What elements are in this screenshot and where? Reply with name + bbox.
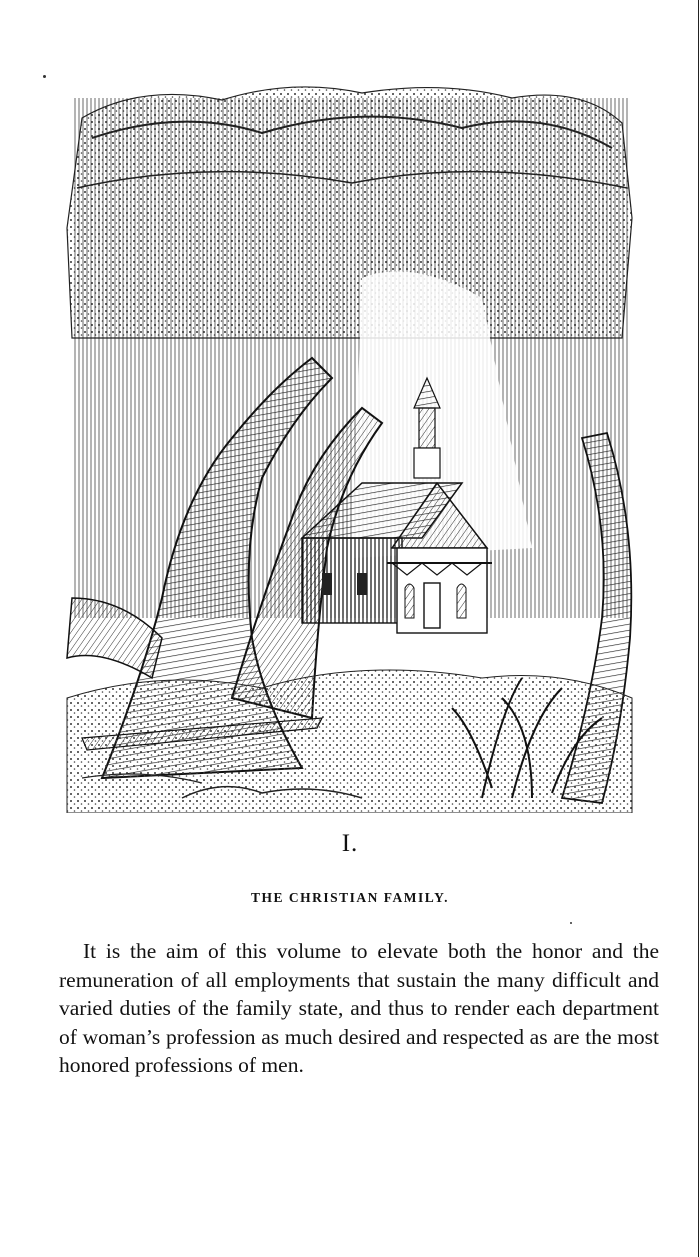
chapter-number: I. <box>341 830 359 857</box>
frontispiece-engraving <box>62 78 638 813</box>
page-speck <box>570 922 572 924</box>
engraving-svg <box>62 78 638 813</box>
page-edge <box>698 0 699 1257</box>
chapter-title: THE CHRISTIAN FAMILY. <box>251 890 449 905</box>
body-paragraph: It is the aim of this volume to elevate both the honor and the remuneration of all employments that sustain the many difficult and varied duties of the family state, and thus to render each department of woman’s profession as much desired and respected as are the most honored professions of men. <box>59 939 659 1077</box>
page-speck <box>43 75 46 78</box>
